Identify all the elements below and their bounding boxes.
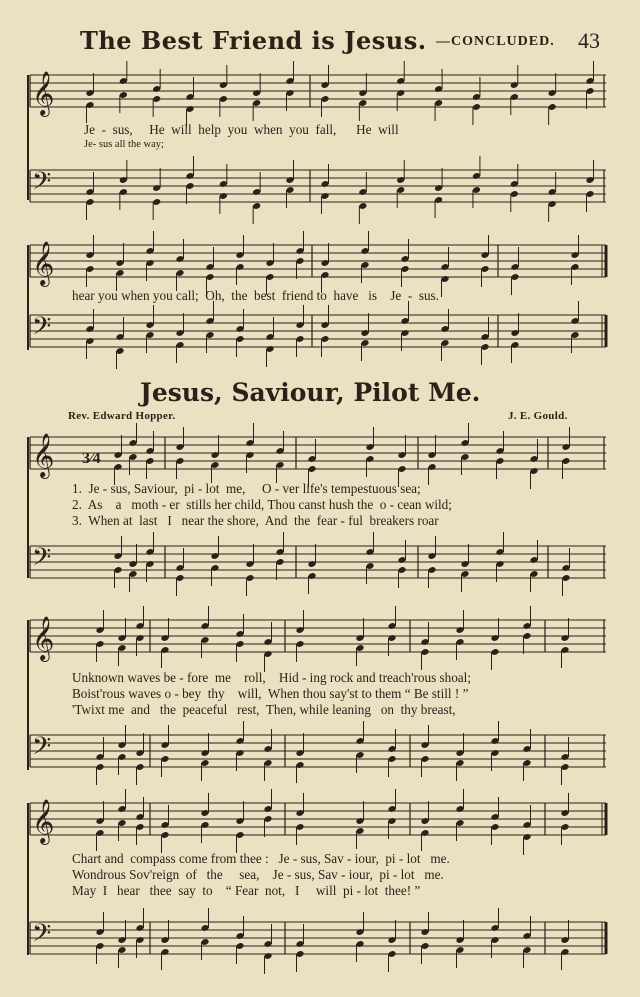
note-group xyxy=(420,606,531,670)
note-group xyxy=(510,301,579,363)
author-credit: Rev. Edward Hopper. xyxy=(68,410,176,422)
note-group xyxy=(95,789,144,851)
note-group xyxy=(320,61,594,125)
note-group xyxy=(560,920,569,970)
note-group xyxy=(420,789,531,855)
composer-credit: J. E. Gould. xyxy=(508,410,568,422)
note-group xyxy=(175,532,284,596)
verse1-line3: Chart and compass come from thee : Je - sus, Sav - iour, pi - lot me. xyxy=(72,851,450,866)
verse2-line2: Boist'rous waves o - bey thy will, When thou say'st to them “ Be still ! ” xyxy=(72,686,469,701)
note-group xyxy=(160,789,272,853)
staff xyxy=(30,167,606,202)
song2-title: Jesus, Saviour, Pilot Me. xyxy=(140,378,481,407)
song-title: The Best Friend is Jesus. xyxy=(80,26,427,55)
note-group xyxy=(85,301,304,369)
note-group xyxy=(95,725,144,785)
staff xyxy=(30,71,606,117)
verse3-line3: May I hear thee say to “ Fear not, I will pi - lot thee! ” xyxy=(72,883,421,898)
note-group xyxy=(85,156,294,224)
treble-clef-icon: 𝄞 xyxy=(32,433,55,477)
treble-clef-icon: 𝄞 xyxy=(32,71,55,115)
staff xyxy=(30,799,606,845)
treble-clef-icon: 𝄞 xyxy=(32,799,55,843)
note-group xyxy=(510,235,579,295)
verse2-line1: 2. As a moth - er stills her child, Thou canst hush the o - cean wild; xyxy=(72,497,452,512)
verse2-line3: Wondrous Sov'reign of the sea, Je - sus, Sav - iour, pi - lot me. xyxy=(72,867,444,882)
treble-clef-icon: 𝄞 xyxy=(32,241,55,285)
verse1-line2: Unknown waves be - fore me roll, Hid - ing rock and treach'rous shoal; xyxy=(72,670,471,685)
bass-clef-icon: 𝄢 xyxy=(32,312,52,347)
bass-clef-icon: 𝄢 xyxy=(32,167,52,202)
song1-lyric-line1-alt: Je- sus all the way; xyxy=(84,139,164,150)
note-group xyxy=(561,548,570,596)
staff xyxy=(30,312,606,347)
note-group xyxy=(320,156,594,224)
song1-lyric-line1: Je - sus, He will help you when you fall, He will xyxy=(84,122,399,137)
note-group xyxy=(160,908,272,974)
note-group xyxy=(307,427,406,487)
staff xyxy=(30,732,606,767)
verse3-line2: 'Twixt me and the peaceful rest, Then, while leaning on thy breast, xyxy=(72,702,456,717)
time-signature: 3⁄4 xyxy=(82,450,101,467)
bass-clef-icon: 𝄢 xyxy=(32,543,52,578)
bass-clef-icon: 𝄢 xyxy=(32,919,52,954)
treble-clef-icon: 𝄞 xyxy=(32,616,55,660)
note-group xyxy=(560,618,569,668)
concluded-label: —CONCLUDED. xyxy=(436,34,555,49)
note-group xyxy=(295,912,396,972)
staff xyxy=(30,616,606,662)
note-group xyxy=(320,301,489,365)
note-group xyxy=(85,231,304,295)
note-group xyxy=(560,737,569,785)
verse3-line1: 3. When at last I near the shore, And the fear - ful breakers roar xyxy=(72,513,439,528)
note-group xyxy=(85,61,294,127)
song1-lyric-line2: hear you when you call; Oh, the best friend to have is Je - sus. xyxy=(72,288,439,303)
staff xyxy=(30,919,606,954)
note-group xyxy=(295,721,396,783)
note-group xyxy=(307,532,406,594)
note-group xyxy=(113,423,154,485)
verse1-line1: 1. Je - sus, Saviour, pi - lot me, O - ver life's tempestuous sea; xyxy=(72,481,421,496)
note-group xyxy=(427,423,538,489)
bass-clef-icon: 𝄢 xyxy=(32,732,52,767)
page-number: 43 xyxy=(578,28,600,53)
note-group xyxy=(160,606,272,672)
